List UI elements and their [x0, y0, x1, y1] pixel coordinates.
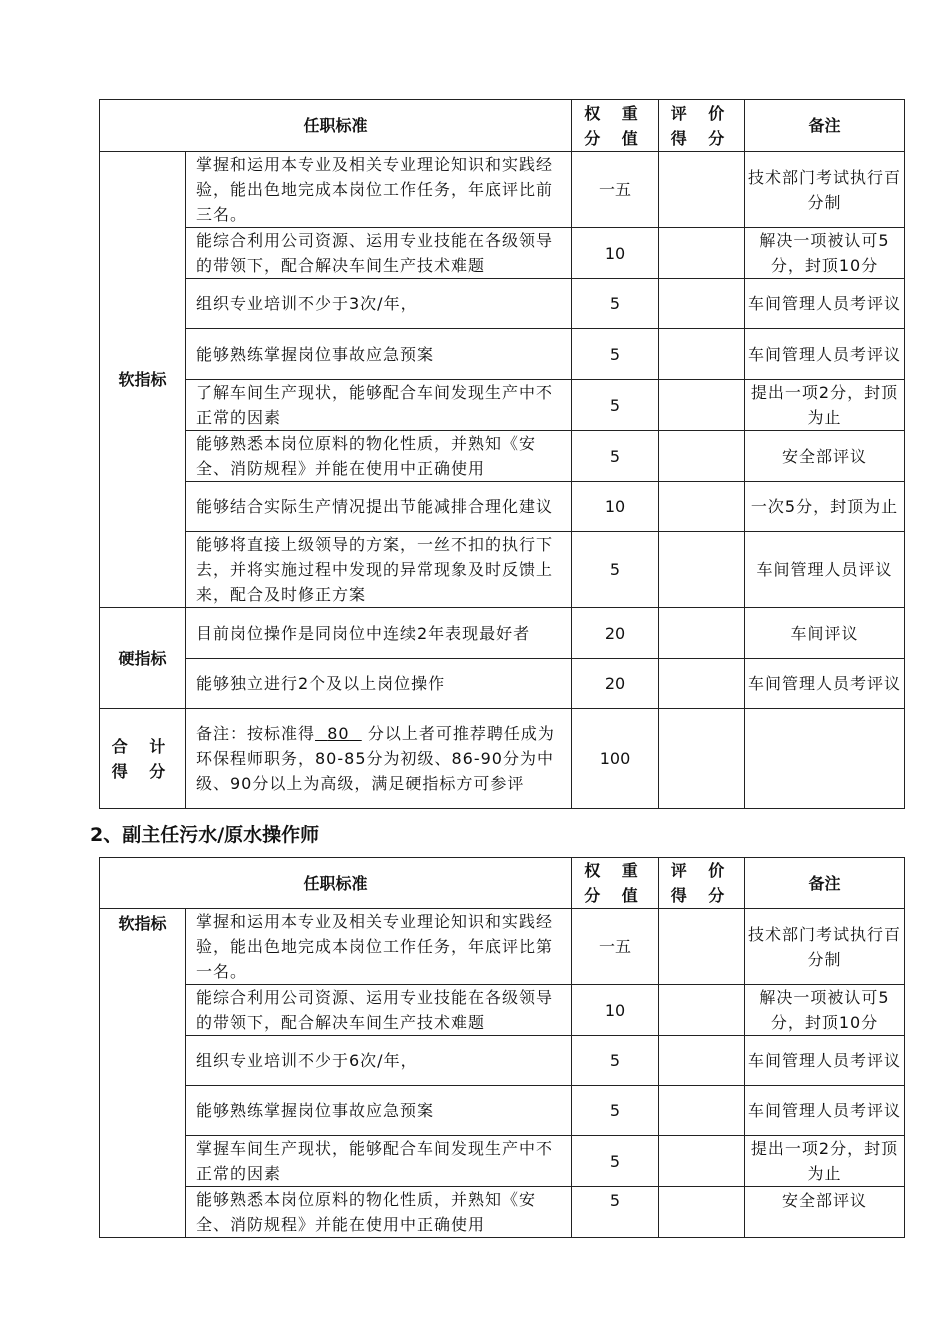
remark-cell: 车间管理人员考评议 — [745, 659, 905, 709]
remark-cell: 一次5分，封顶为止 — [745, 482, 905, 532]
remark-cell: 提出一项2分，封顶为止 — [745, 1136, 905, 1187]
header-standard: 任职标准 — [100, 858, 572, 909]
standard-cell: 能够将直接上级领导的方案，一丝不扣的执行下去，并将实施过程中发现的异常现象及时反馈上来，配合及时修正方案 — [186, 532, 572, 608]
standard-cell: 能够熟练掌握岗位事故应急预案 — [186, 1086, 572, 1136]
header-eval: 评 价 得 分 — [659, 858, 745, 909]
table-row — [100, 1036, 905, 1086]
total-row — [100, 709, 905, 809]
eval-cell — [659, 909, 745, 985]
soft-indicator-label: 软指标 — [100, 152, 186, 608]
remark-cell: 技术部门考试执行百分制 — [745, 152, 905, 228]
remark-cell: 安全部评议 — [745, 431, 905, 482]
header-weight: 权 重 分 值 — [572, 858, 659, 909]
standard-cell: 能够熟练掌握岗位事故应急预案 — [186, 329, 572, 380]
remark-cell: 提出一项2分，封顶为止 — [745, 380, 905, 431]
eval-cell — [659, 608, 745, 659]
hard-indicator-label: 硬指标 — [100, 608, 186, 709]
remark-cell: 车间管理人员考评议 — [745, 1086, 905, 1136]
table-row — [100, 431, 905, 482]
weight-cell: 5 — [572, 1136, 659, 1187]
table-row — [100, 279, 905, 329]
table-row — [100, 1136, 905, 1187]
table-row — [100, 985, 905, 1036]
table-row — [100, 659, 905, 709]
standard-cell: 能够熟悉本岗位原料的物化性质，并熟知《安全、消防规程》并能在使用中正确使用 — [186, 431, 572, 482]
eval-cell — [659, 431, 745, 482]
table-header-row — [100, 100, 905, 152]
eval-cell — [659, 228, 745, 279]
remark-cell: 技术部门考试执行百分制 — [745, 909, 905, 985]
weight-cell: 10 — [572, 985, 659, 1036]
table-row — [100, 1187, 905, 1238]
eval-cell — [659, 482, 745, 532]
weight-cell: 5 — [572, 279, 659, 329]
standard-cell: 能综合利用公司资源、运用专业技能在各级领导的带领下，配合解决车间生产技术难题 — [186, 985, 572, 1036]
table-row — [100, 608, 905, 659]
eval-cell — [659, 1036, 745, 1086]
table-row — [100, 380, 905, 431]
remark-cell: 解决一项被认可5分，封顶10分 — [745, 228, 905, 279]
table-row — [100, 1086, 905, 1136]
section-title: 2、副主任污水/原水操作师 — [90, 824, 320, 846]
weight-cell: 5 — [572, 1086, 659, 1136]
table-row — [100, 482, 905, 532]
eval-cell — [659, 1187, 745, 1238]
eval-cell — [659, 1086, 745, 1136]
table-header-row — [100, 858, 905, 909]
remark-cell: 车间管理人员考评议 — [745, 1036, 905, 1086]
header-remark: 备注 — [745, 100, 905, 152]
weight-cell: 20 — [572, 608, 659, 659]
remark-cell: 安全部评议 — [745, 1187, 905, 1238]
header-standard: 任职标准 — [100, 100, 572, 152]
weight-cell: 5 — [572, 1036, 659, 1086]
criteria-table-1 — [99, 99, 905, 809]
remark-cell: 车间管理人员考评议 — [745, 329, 905, 380]
header-remark: 备注 — [745, 858, 905, 909]
eval-cell — [659, 709, 745, 809]
standard-cell: 能够熟悉本岗位原料的物化性质，并熟知《安全、消防规程》并能在使用中正确使用 — [186, 1187, 572, 1238]
criteria-table-2 — [99, 857, 905, 1238]
remark-cell: 车间管理人员评议 — [745, 532, 905, 608]
total-score-label: 合 计 得 分 — [100, 709, 186, 809]
table-row — [100, 532, 905, 608]
standard-cell: 目前岗位操作是同岗位中连续2年表现最好者 — [186, 608, 572, 659]
standard-cell: 组织专业培训不少于6次/年， — [186, 1036, 572, 1086]
weight-cell: 5 — [572, 431, 659, 482]
eval-cell — [659, 532, 745, 608]
header-weight: 权 重 分 值 — [572, 100, 659, 152]
total-note-cell: 备注：按标准得 80 分以上者可推荐聘任成为环保程师职务，80-85分为初级、86-90分为中级、90分以上为高级，满足硬指标方可参评 — [186, 709, 572, 809]
table-row — [100, 329, 905, 380]
standard-cell: 组织专业培训不少于3次/年， — [186, 279, 572, 329]
standard-cell: 掌握和运用本专业及相关专业理论知识和实践经验，能出色地完成本岗位工作任务，年底评比第一名。 — [186, 909, 572, 985]
standard-cell: 了解车间生产现状，能够配合车间发现生产中不正常的因素 — [186, 380, 572, 431]
eval-cell — [659, 152, 745, 228]
standard-cell: 能够结合实际生产情况提出节能减排合理化建议 — [186, 482, 572, 532]
standard-cell: 能够独立进行2个及以上岗位操作 — [186, 659, 572, 709]
soft-indicator-label: 软指标 — [100, 909, 186, 1238]
eval-cell — [659, 279, 745, 329]
standard-cell: 掌握和运用本专业及相关专业理论知识和实践经验，能出色地完成本岗位工作任务，年底评比前三名。 — [186, 152, 572, 228]
total-weight-cell: 100 — [572, 709, 659, 809]
remark-cell — [745, 709, 905, 809]
standard-cell: 能综合利用公司资源、运用专业技能在各级领导的带领下，配合解决车间生产技术难题 — [186, 228, 572, 279]
weight-cell: 5 — [572, 1187, 659, 1238]
weight-cell: 5 — [572, 532, 659, 608]
table-row — [100, 228, 905, 279]
weight-cell: 10 — [572, 228, 659, 279]
remark-cell: 车间管理人员考评议 — [745, 279, 905, 329]
eval-cell — [659, 659, 745, 709]
total-note-score: 80 — [327, 724, 350, 743]
remark-cell: 车间评议 — [745, 608, 905, 659]
weight-cell: 5 — [572, 329, 659, 380]
eval-cell — [659, 985, 745, 1036]
header-eval: 评 价 得 分 — [659, 100, 745, 152]
eval-cell — [659, 380, 745, 431]
standard-cell: 掌握车间生产现状，能够配合车间发现生产中不正常的因素 — [186, 1136, 572, 1187]
weight-cell: 10 — [572, 482, 659, 532]
weight-cell: 5 — [572, 380, 659, 431]
remark-cell: 解决一项被认可5分，封顶10分 — [745, 985, 905, 1036]
table-row — [100, 909, 905, 985]
eval-cell — [659, 1136, 745, 1187]
eval-cell — [659, 329, 745, 380]
weight-cell: 一五 — [572, 152, 659, 228]
weight-cell: 20 — [572, 659, 659, 709]
weight-cell: 一五 — [572, 909, 659, 985]
table-row — [100, 152, 905, 228]
